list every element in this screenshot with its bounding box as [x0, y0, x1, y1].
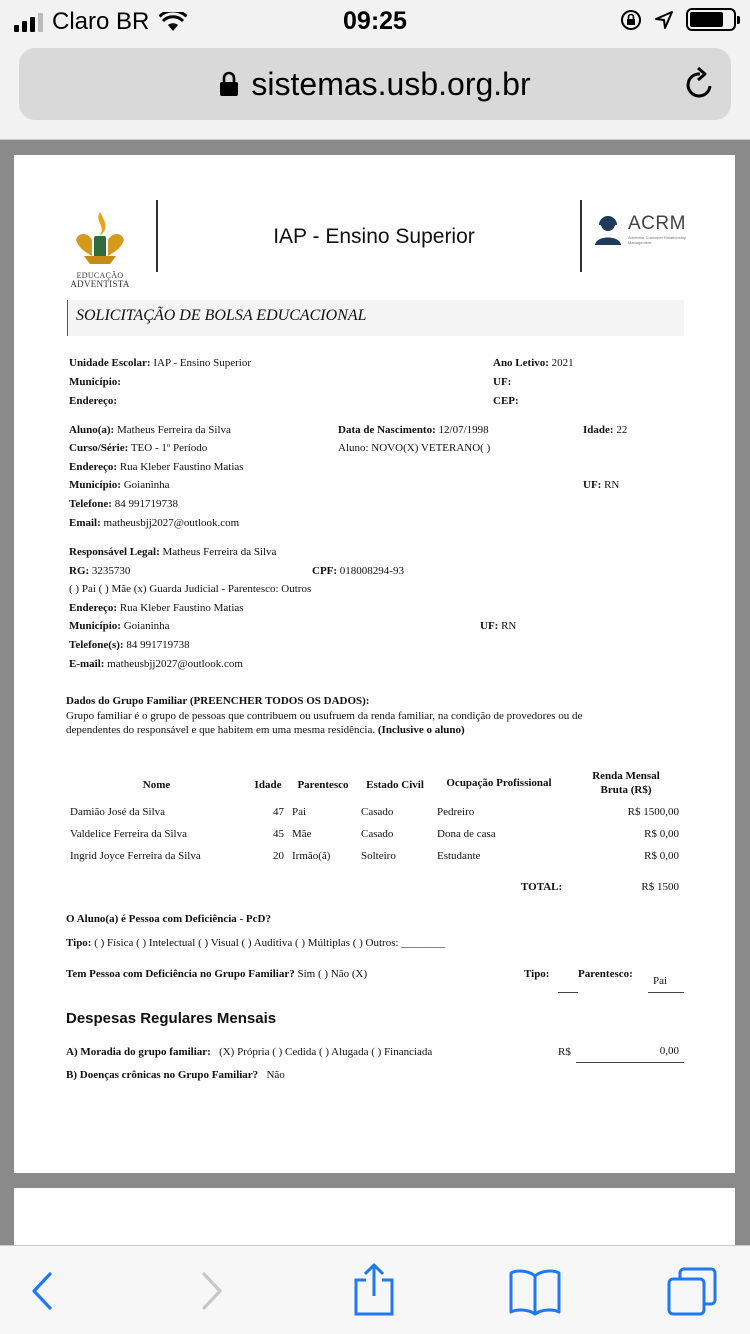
address-bar-area: [0, 40, 750, 140]
nascimento-row: Data de Nascimento: 12/07/1998: [338, 424, 489, 436]
educacao-adventista-logo: [66, 210, 134, 289]
table-row-2-nome: Valdelice Ferreira da Silva: [70, 828, 187, 840]
table-row-2-idade: 45: [273, 828, 284, 840]
school-uf-label: UF:: [493, 376, 512, 388]
curso-row: Curso/Série: TEO - 1º Período: [69, 442, 208, 454]
idade-row: Idade: 22: [583, 424, 628, 436]
family-desc-line2: dependentes do responsável e que habitem em uma mesma residência. (Inclusive o aluno): [66, 724, 465, 736]
header-title: IAP - Ensino Superior: [273, 225, 475, 248]
header-divider-left: [156, 200, 158, 272]
browser-toolbar: [0, 1245, 750, 1334]
pcd-tipo-row: Tipo: ( ) Física ( ) Intelectual ( ) Visual ( ) Auditiva ( ) Múltiplas ( ) Outros: ________: [66, 937, 446, 949]
clock: 09:25: [343, 7, 407, 35]
cpf-row: CPF: 018008294-93: [312, 565, 404, 577]
table-row-1-renda: R$ 1500,00: [627, 806, 679, 818]
acrm-name: ACRM: [628, 213, 686, 234]
pcd-parentesco-line: [648, 992, 684, 993]
col-idade: Idade: [254, 779, 282, 791]
tipo-aluno: Aluno: NOVO(X) VETERANO( ): [338, 442, 491, 454]
doencas-row: B) Doenças crônicas no Grupo Familiar? Não: [66, 1069, 285, 1081]
guardian-municipio-row: Município: Goianinha: [69, 620, 170, 632]
table-row-3-ocupacao: Estudante: [437, 850, 481, 862]
table-row-3-estado: Solteiro: [361, 850, 396, 862]
table-row-2-renda: R$ 0,00: [644, 828, 679, 840]
forward-icon[interactable]: [196, 1268, 226, 1314]
total-value: R$ 1500: [641, 881, 679, 893]
address-bar[interactable]: [19, 48, 731, 120]
moradia-currency: R$: [558, 1046, 571, 1058]
unidade-row: Unidade Escolar: IAP - Ensino Superior: [69, 357, 252, 369]
col-renda-line2: Bruta (R$): [600, 784, 652, 796]
table-row-3-renda: R$ 0,00: [644, 850, 679, 862]
student-endereco-row: Endereço: Rua Kleber Faustino Matias: [69, 461, 244, 473]
pcd-parentesco-label: Parentesco:: [578, 968, 633, 980]
table-row-1-estado: Casado: [361, 806, 394, 818]
pcd-question: O Aluno(a) é Pessoa com Deficiência - PcD?: [66, 913, 271, 925]
student-email-row: Email: matheusbjj2027@outlook.com: [69, 517, 240, 529]
responsavel-row: Responsável Legal: Matheus Ferreira da Silva: [69, 546, 277, 558]
student-uf-row: UF: RN: [583, 479, 620, 491]
form-title: SOLICITAÇÃO DE BOLSA EDUCACIONAL: [76, 307, 367, 324]
table-row-1-idade: 47: [273, 806, 284, 818]
reload-icon[interactable]: [683, 66, 717, 102]
location-icon: [654, 10, 674, 30]
header-divider-right: [580, 200, 582, 272]
acrm-logo: [592, 213, 688, 245]
pcd-family-row: Tem Pessoa com Deficiência no Grupo Familiar? Sim ( ) Não (X): [66, 968, 368, 980]
moradia-row: A) Moradia do grupo familiar: (X) Própria ( ) Cedida ( ) Alugada ( ) Financiada: [66, 1046, 433, 1058]
school-municipio-label: Município:: [69, 376, 121, 388]
ano-letivo-row: Ano Letivo: 2021: [493, 357, 574, 369]
acrm-subtitle: Adventist Customer Relationship Management: [628, 235, 687, 245]
logo-text-line1: EDUCAÇÃO: [76, 271, 124, 280]
table-row-3-idade: 20: [273, 850, 284, 862]
rg-row: RG: 3235730: [69, 565, 131, 577]
col-nome: Nome: [142, 779, 171, 791]
carrier-label: Claro BR: [52, 8, 150, 35]
student-municipio-row: Município: Goianinha: [69, 479, 170, 491]
user-headset-icon: [592, 213, 624, 245]
family-desc-line1: Grupo familiar é o grupo de pessoas que contribuem ou usufruem da renda familiar, na condição de provedores ou de: [66, 710, 583, 722]
table-row-2-estado: Casado: [361, 828, 394, 840]
table-row-3-parentesco: Irmão(ã): [292, 850, 331, 862]
table-row-3-nome: Ingrid Joyce Ferreira da Silva: [70, 850, 201, 862]
school-cep-label: CEP:: [493, 395, 519, 407]
logo-text-line2: ADVENTISTA: [70, 279, 130, 289]
table-row-1-parentesco: Pai: [292, 806, 307, 818]
relacao-row: ( ) Pai ( ) Mãe (x) Guarda Judicial - Parentesco: Outros: [69, 583, 312, 595]
school-endereco-label: Endereço:: [69, 395, 118, 407]
guardian-telefone-row: Telefone(s): 84 991719738: [69, 639, 190, 651]
table-row-1-nome: Damião José da Silva: [70, 806, 166, 818]
battery-icon: [686, 8, 736, 31]
moradia-line: [576, 1062, 684, 1063]
pcd-tipo2-label: Tipo:: [524, 968, 550, 980]
guardian-endereco-row: Endereço: Rua Kleber Faustino Matias: [69, 602, 244, 614]
pdf-page: [14, 155, 735, 1173]
pcd-parentesco-value: Pai: [653, 975, 668, 987]
torch-icon: [70, 210, 130, 266]
guardian-email-row: E-mail: matheusbjj2027@outlook.com: [69, 658, 243, 670]
family-heading: Dados do Grupo Familiar (PREENCHER TODOS OS DADOS):: [66, 695, 370, 707]
guardian-uf-row: UF: RN: [480, 620, 517, 632]
tabs-icon[interactable]: [666, 1266, 718, 1316]
table-row-2-parentesco: Mãe: [292, 828, 312, 840]
lock-icon: [219, 71, 239, 97]
table-row-2-ocupacao: Dona de casa: [437, 828, 496, 840]
bookmarks-icon[interactable]: [508, 1268, 562, 1316]
student-telefone-row: Telefone: 84 991719738: [69, 498, 178, 510]
url-text[interactable]: sistemas.usb.org.br: [251, 65, 531, 102]
table-row-1-ocupacao: Pedreiro: [437, 806, 475, 818]
back-icon[interactable]: [28, 1268, 58, 1314]
aluno-row: Aluno(a): Matheus Ferreira da Silva: [69, 424, 231, 436]
col-renda-line1: Renda Mensal: [592, 770, 660, 782]
share-icon[interactable]: [352, 1262, 396, 1316]
moradia-value: 0,00: [659, 1045, 679, 1057]
expenses-heading: Despesas Regulares Mensais: [66, 1010, 277, 1027]
pcd-tipo2-line: [558, 992, 578, 993]
col-parentesco: Parentesco: [297, 779, 349, 791]
col-ocupacao: Ocupação Profissional: [446, 777, 552, 789]
status-bar: [0, 0, 750, 40]
total-label: TOTAL:: [521, 881, 563, 893]
col-estado-civil: Estado Civil: [366, 779, 424, 791]
orientation-lock-icon: [620, 9, 642, 31]
